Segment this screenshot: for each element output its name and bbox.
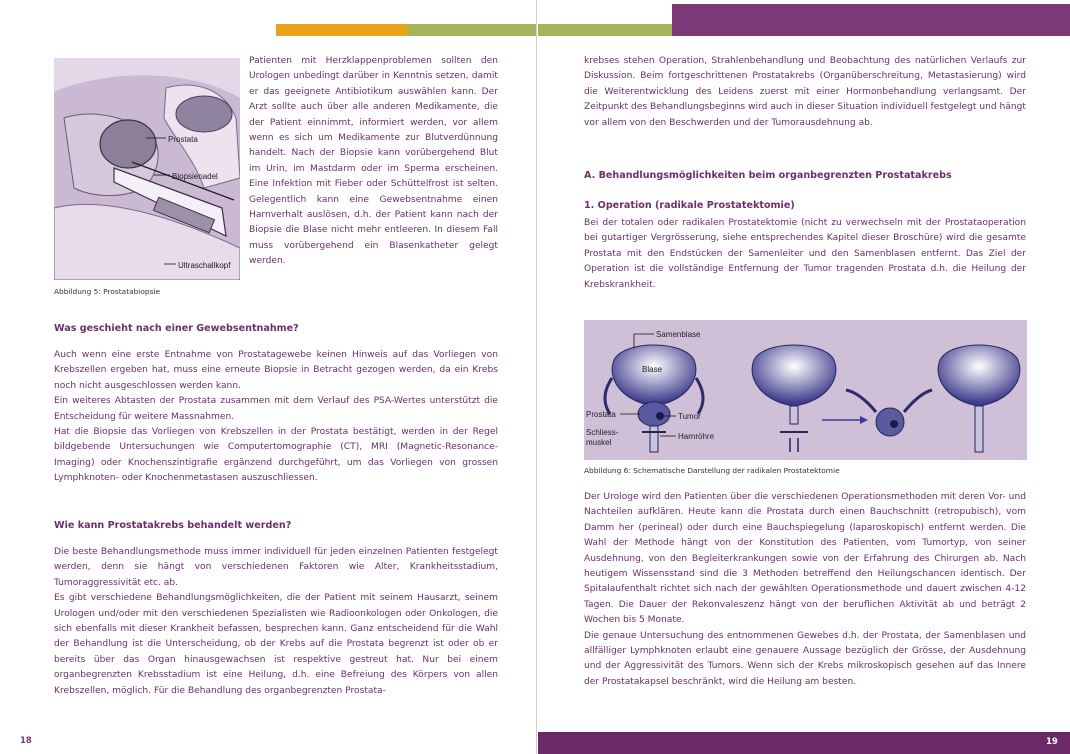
section2-paragraph: Es gibt verschiedene Behandlungsmöglichkeiten, die der Patient mit seinem Hausarzt, seinem Urologen und/oder mit den verschiedenen Spezialisten wie Radioonkologen oder Onkologen, die sich ebenfalls mit dieser Krankheit befassen, besprechen kann. Ganz entscheidend für die Wahl der Behandlung ist die Unterscheidung, ob der Krebs auf die Prostata begrenzt ist oder ob er bereits über das Organ hinausgewachsen ist respektive gestreut hat. Nur bei einem organbegrenzten Krebsstadium ist eine Heilung, d.h. eine Befreiung des Körpers von allen Krebszellen, möglich. Für die Behandlung des organbegrenzten Prostata-: [54, 593, 498, 696]
green-top-bar: [408, 24, 536, 36]
section1-paragraph: Auch wenn eine erste Entnahme von Prostatagewebe keinen Hinweis auf das Vorliegen von Krebszellen ergeben hat, muss eine erneute Biopsie in Betracht gezogen werden, da ein Krebs noch nicht ausgeschlossen werden kann.: [54, 350, 498, 391]
heading-operation: 1. Operation (radikale Prostatektomie): [584, 200, 795, 211]
operation-text: Bei der totalen oder radikalen Prostatektomie (nicht zu verwechseln mit der Prostataoperation bei gutartiger Vergrösserung, siehe entsprechendes Kapitel dieser Broschüre) wird die gesamte Prostata mit den Endstücken der Samenleiter und den Samenblasen entfernt. Das Ziel der Operation ist die vollständige Entfernung der Tumor tragenden Prostata d.h. die Heilung der Krebskrankheit.: [584, 218, 1026, 290]
right-main-text: [584, 490, 1026, 690]
heading-section-a: A. Behandlungsmöglichkeiten beim organbegrenzten Prostatakrebs: [584, 170, 952, 181]
label-ultraschallkopf: Ultraschallkopf: [178, 261, 231, 270]
figure-prostate-biopsy: [54, 58, 240, 280]
purple-top-bar: [672, 4, 1070, 36]
label-schliessmuskel-2: muskel: [586, 438, 612, 447]
label-biopsienadel: Biopsienadel: [172, 172, 218, 181]
label-samenblase: Samenblase: [656, 330, 701, 339]
label-prostata-fig6: Prostata: [586, 410, 616, 419]
label-schliessmuskel-1: Schliess-: [586, 428, 619, 437]
label-tumor: Tumor: [678, 412, 701, 421]
section2-paragraph: Die beste Behandlungsmethode muss immer individuell für jeden einzelnen Patienten festgelegt werden, denn sie hängt von verschiedenen Faktoren wie Alter, Krankheitsstadium, Tumoraggressivität etc. ab.: [54, 547, 498, 588]
figure5-caption: Abbildung 5: Prostatabiopsie: [54, 287, 161, 296]
right-page: [538, 0, 1070, 754]
prostate-biopsy-illustration: [54, 58, 240, 280]
section1-paragraph: Hat die Biopsie das Vorliegen von Krebszellen in der Prostata bestätigt, werden in der Regel bildgebende Untersuchungen wie Computertomographie (CT), MRI (Magnetic-Resonance-Imaging) oder Knochenszintigrafie ergänzend durchgeführt, um das Vorliegen von grossen Lymphknoten- oder Knochenmetastasen auszuschliessen.: [54, 427, 498, 484]
section1-paragraph: Ein weiteres Abtasten der Prostata zusammen mit dem Verlauf des PSA-Wertes unterstützt die Entscheidung für weitere Massnahmen.: [54, 396, 498, 422]
figure-prostatectomy: [584, 320, 1027, 460]
right-paragraph: Der Urologe wird den Patienten über die verschiedenen Operationsmethoden mit deren Vor- und Nachteilen aufklären. Heute kann die Prostata durch einen Bauchschnitt (retropubisch), vom Damm her (perineal) oder durch eine Bauchspiegelung (laparoskopisch) entfernt werden. Die Wahl der Methode hängt von der Konstitution des Patienten, vom Tumortyp, von seiner Ausdehnung, von den Begleiterkrankungen sowie von der Erfahrung des Chirurgen ab. Nach heutigem Wissensstand sind die 3 Methoden betreffend den Heilungschancen identisch. Der Spitalaufenthalt richtet sich nach der gewählten Operationsmethode und dauert zwischen 4-12 Tagen. Die Dauer der Rekonvaleszenz hängt von der beruflichen Aktivität ab und beträgt 2 Wochen bis 5 Monate.: [584, 492, 1026, 626]
green-top-bar-right: [538, 24, 672, 36]
page-number-right: 19: [1046, 737, 1058, 747]
heading-treatment: Wie kann Prostatakrebs behandelt werden?: [54, 520, 292, 531]
orange-top-bar: [276, 24, 408, 36]
label-prostata: Prostata: [168, 135, 198, 144]
purple-bottom-bar: [538, 732, 1070, 754]
label-harnroehre: Harnröhre: [678, 432, 715, 441]
right-intro-text: krebses stehen Operation, Strahlenbehandlung und Beobachtung des natürlichen Verlaufs zur Diskussion. Beim fortgeschrittenen Prostatakrebs (Organüberschreitung, Metastasierung) wird die Weiterentwicklung des Leidens zuerst mit einer Hormonbehandlung verlangsamt. Der Zeitpunkt des Behandlungsbeginns wird auch in dieser Situation individuell festgelegt und hängt vor allem von den Beschwerden und der Tumorausdehnung ab.: [584, 56, 1026, 128]
section1-text: [54, 348, 498, 487]
label-blase: Blase: [642, 365, 663, 374]
section2-text: [54, 545, 498, 699]
page-number-left: 18: [20, 736, 32, 746]
figure6-caption: Abbildung 6: Schematische Darstellung der radikalen Prostatektomie: [584, 466, 840, 475]
intro-text: Patienten mit Herzklappenproblemen sollten den Urologen unbedingt darüber in Kenntnis setzen, damit er das geeignete Antibiotikum auswählen kann. Der Arzt sollte auch über alle anderen Medikamente, die der Patient einnimmt, informiert werden, vor allem wenn es sich um Medikamente zur Blutverdünnung handelt. Nach der Biopsie kann vorübergehend Blut im Urin, im Mastdarm oder im Sperma erscheinen. Eine Infektion mit Fieber oder Schüttelfrost ist selten. Gelegentlich kann eine Gewebsentnahme einen Harnverhalt auslösen, d.h. der Patient kann nach der Biopsie die Blase nicht mehr entleeren. In diesem Fall muss vorübergehend ein Blasenkatheter gelegt werden.: [249, 56, 498, 267]
heading-after-biopsy: Was geschieht nach einer Gewebsentnahme?: [54, 323, 299, 334]
right-paragraph: Die genaue Untersuchung des entnommenen Gewebes d.h. der Prostata, der Samenblasen und allfälliger Lymphknoten erlaubt eine genauere Aussage bezüglich der Grösse, der Ausdehnung und der Aggressivität des Tumors. Wenn sich der Krebs mikroskopisch gesehen auf das Innere der Prostatakapsel beschränkt, wird die Heilung am besten.: [584, 630, 1026, 687]
prostatectomy-illustration: [584, 320, 1027, 460]
